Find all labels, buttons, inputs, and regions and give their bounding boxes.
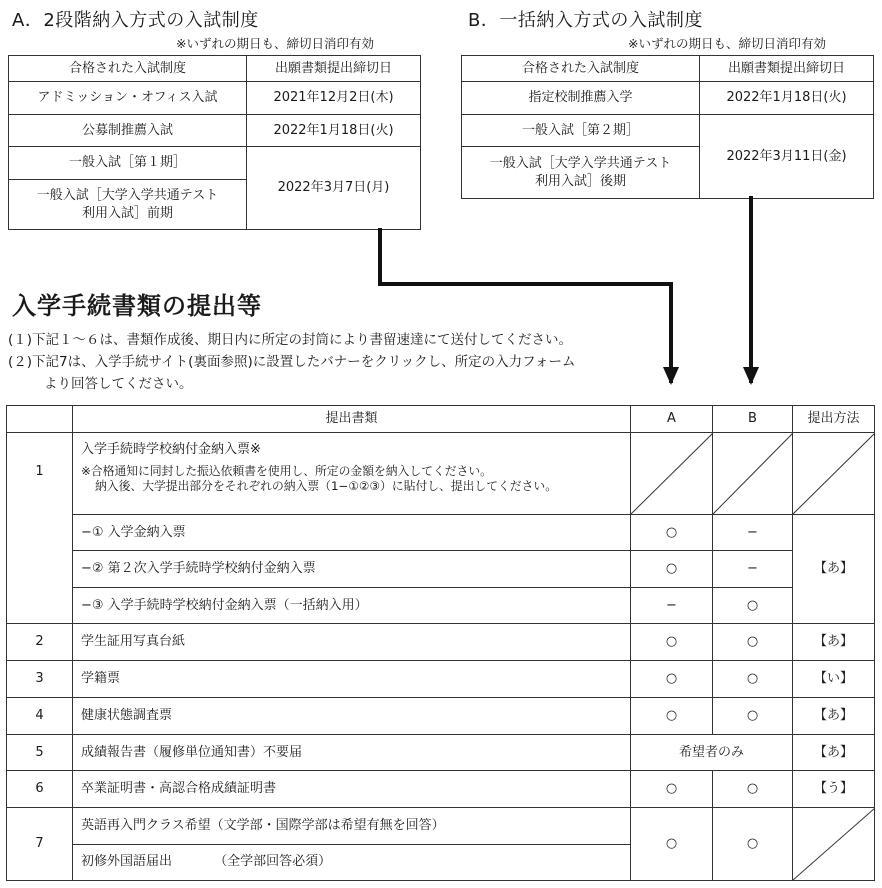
intro-1: (１)下記１～６は、書類作成後、期日内に所定の封筒により書留速達にて送付してください。 xyxy=(8,332,573,348)
a-date-3: 2022年3月7日(月) xyxy=(247,147,421,230)
row5-num: 5 xyxy=(7,735,73,771)
row1-sub2-b: − xyxy=(713,551,793,588)
row5-ab: 希望者のみ xyxy=(631,735,793,771)
a-exam-3: 一般入試［第１期］ xyxy=(9,147,247,180)
section-b-title: B．一括納入方式の入試制度 xyxy=(468,10,703,31)
section-b-note: ※いずれの期日も、締切日消印有効 xyxy=(628,36,826,51)
row1-note1: ※合格通知に同封した振込依頼書を使用し、所定の金額を納入してください。 xyxy=(81,463,492,478)
row7-doc2-note: （全学部回答必須） xyxy=(214,854,332,870)
header-method: 提出方法 xyxy=(793,406,875,433)
row7-num: 7 xyxy=(7,808,73,881)
row4-a: ○ xyxy=(631,698,713,735)
row7-b: ○ xyxy=(713,808,793,881)
b-date-2: 2022年3月11日(金) xyxy=(700,115,874,199)
row1-sub3-a: − xyxy=(631,588,713,624)
row4-doc: 健康状態調査票 xyxy=(73,698,631,735)
row1-a-slash xyxy=(631,433,713,515)
a-exam-2: 公募制推薦入試 xyxy=(9,115,247,147)
row1-method: 【あ】 xyxy=(793,515,875,624)
b-exam-1: 指定校制推薦入学 xyxy=(462,82,700,115)
row1-doc xyxy=(73,433,631,515)
a-exam-4-line2: 利用入試］前期 xyxy=(81,205,173,221)
row1-sub3-b: ○ xyxy=(713,588,793,624)
row1-sub3: −③ 入学手続時学校納付金納入票（一括納入用） xyxy=(73,588,631,624)
row7-doc1: 英語再入門クラス希望（文学部・国際学部は希望有無を回答） xyxy=(73,808,631,845)
row6-a: ○ xyxy=(631,771,713,808)
section-a-note: ※いずれの期日も、締切日消印有効 xyxy=(176,36,374,51)
b-exam-2: 一般入試［第２期］ xyxy=(462,115,700,147)
row5-method: 【あ】 xyxy=(793,735,875,771)
row3-method: 【い】 xyxy=(793,661,875,698)
row1-b-slash xyxy=(713,433,793,515)
row6-num: 6 xyxy=(7,771,73,808)
row1-sub1-a: ○ xyxy=(631,515,713,551)
row1-sub2: −② 第２次入学手続時学校納付金納入票 xyxy=(73,551,631,588)
row3-b: ○ xyxy=(713,661,793,698)
header-doc: 提出書類 xyxy=(73,406,631,433)
b-exam-3-line1: 一般入試［大学入学共通テスト xyxy=(489,155,672,171)
row6-method: 【う】 xyxy=(793,771,875,808)
intro-2: (２)下記7は、入学手続サイト(裏面参照)に設置したバナーをクリックし、所定の入力フォーム xyxy=(8,354,576,370)
header-a: A xyxy=(631,406,713,433)
row4-method: 【あ】 xyxy=(793,698,875,735)
a-header-exam: 合格された入試制度 xyxy=(9,56,247,82)
row3-doc: 学籍票 xyxy=(73,661,631,698)
row1-method-slash xyxy=(793,433,875,515)
header-b: B xyxy=(713,406,793,433)
row4-b: ○ xyxy=(713,698,793,735)
row7-method-slash xyxy=(793,808,875,881)
row7-a: ○ xyxy=(631,808,713,881)
page-title: 入学手続書類の提出等 xyxy=(12,292,262,320)
documents-table xyxy=(6,405,875,881)
row6-doc: 卒業証明書・高認合格成績証明書 xyxy=(73,771,631,808)
a-date-1: 2021年12月2日(木) xyxy=(247,82,421,115)
b-header-exam: 合格された入試制度 xyxy=(462,56,700,82)
intro-3: より回答してください。 xyxy=(44,376,193,392)
row2-method: 【あ】 xyxy=(793,624,875,661)
b-date-1: 2022年1月18日(火) xyxy=(700,82,874,115)
row4-num: 4 xyxy=(7,698,73,735)
section-a-title: A．2段階納入方式の入試制度 xyxy=(12,10,259,31)
b-header-date: 出願書類提出締切日 xyxy=(700,56,874,82)
row7-doc2-label: 初修外国語届出 xyxy=(81,854,173,870)
row5-doc: 成績報告書（履修単位通知書）不要届 xyxy=(73,735,631,771)
a-exam-4-line1: 一般入試［大学入学共通テスト xyxy=(36,187,219,203)
row2-a: ○ xyxy=(631,624,713,661)
row6-b: ○ xyxy=(713,771,793,808)
a-exam-1: アドミッション・オフィス入試 xyxy=(9,82,247,115)
row3-a: ○ xyxy=(631,661,713,698)
row7-doc2 xyxy=(73,844,631,881)
row2-b: ○ xyxy=(713,624,793,661)
row1-sub2-a: ○ xyxy=(631,551,713,588)
a-header-date: 出願書類提出締切日 xyxy=(247,56,421,82)
row3-num: 3 xyxy=(7,661,73,698)
row1-num: 1 xyxy=(7,433,73,624)
a-date-2: 2022年1月18日(火) xyxy=(247,115,421,147)
row1-sub1: −① 入学金納入票 xyxy=(73,515,631,551)
b-exam-3-line2: 利用入試］後期 xyxy=(534,173,626,189)
row2-doc: 学生証用写真台紙 xyxy=(73,624,631,661)
row1-sub1-b: − xyxy=(713,515,793,551)
row1-title: 入学手続時学校納付金納入票※ xyxy=(81,442,261,457)
row1-note2: 納入後、大学提出部分をそれぞれの納入票（1−①②③）に貼付し、提出してください。 xyxy=(95,479,558,494)
row2-num: 2 xyxy=(7,624,73,661)
